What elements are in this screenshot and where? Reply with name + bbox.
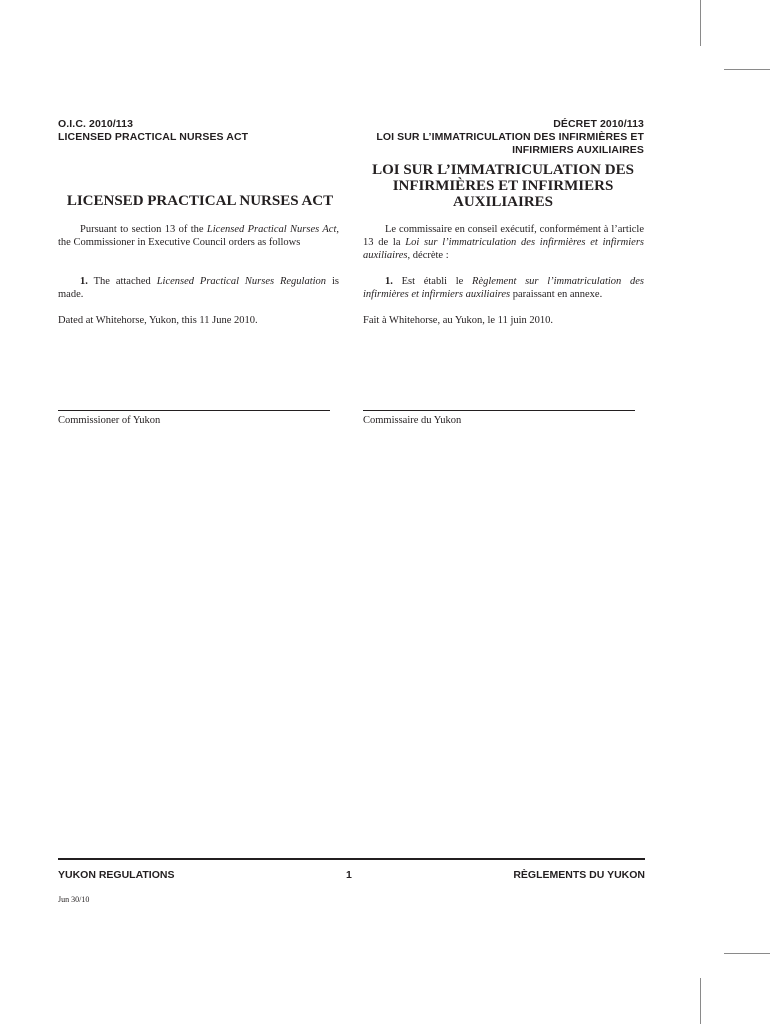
header-loi-name-line1: LOI SUR L’IMMATRICULATION DES INFIRMIÈRES ET <box>376 131 644 143</box>
title-french-line1: LOI SUR L’IMMATRICULATION DES <box>372 162 634 178</box>
english-dated-line: Dated at Whitehorse, Yukon, this 11 June 2010. <box>58 315 258 326</box>
header-left <box>58 118 348 144</box>
french-section-1-text: 1. Est établi le Règlement sur l’immatriculation des infirmières et infirmiers auxiliaires paraissant en annexe. <box>363 276 644 300</box>
english-preamble-text: Pursuant to section 13 of the Licensed Practical Nurses Act, the Commissioner in Executive Council orders as follows <box>58 224 340 248</box>
french-section-number: 1. <box>385 276 393 287</box>
english-signature-block <box>58 410 339 427</box>
french-regulation-citation: Règlement sur l’immatriculation des infirmières et infirmiers auxiliaires <box>363 276 644 300</box>
french-preamble <box>363 223 644 262</box>
header-oic-number: O.I.C. 2010/113 <box>58 118 134 130</box>
title-french-line3: AUXILIAIRES <box>452 194 554 210</box>
footer-date-stamp: Jun 30/10 <box>58 895 90 904</box>
english-section-1 <box>58 275 339 301</box>
french-preamble-text: Le commissaire en conseil exécutif, conformément à l’article 13 de la Loi sur l’immatriculation des infirmières et infirmiers auxiliaires, décrète : <box>363 224 644 261</box>
english-signature-line <box>58 410 330 411</box>
crop-mark-top-horizontal <box>724 69 770 70</box>
header-loi-name-line2: INFIRMIERS AUXILIAIRES <box>512 144 644 156</box>
footer-yukon-regulations: YUKON REGULATIONS <box>58 869 175 881</box>
french-act-citation: Loi sur l’immatriculation des infirmières et infirmiers auxiliaires <box>363 237 644 261</box>
header-act-name: LICENSED PRACTICAL NURSES ACT <box>58 131 249 143</box>
english-act-citation: Licensed Practical Nurses Act <box>206 224 337 235</box>
title-french-line2: INFIRMIÈRES ET INFIRMIERS <box>392 178 614 194</box>
crop-mark-top-vertical <box>700 0 701 46</box>
footer-rule <box>58 858 645 860</box>
footer-page-number: 1 <box>346 869 352 881</box>
english-section-number: 1. <box>80 276 88 287</box>
french-signature-block <box>363 410 644 427</box>
french-signature-label: Commissaire du Yukon <box>363 415 462 426</box>
title-english: LICENSED PRACTICAL NURSES ACT <box>66 193 334 209</box>
header-right <box>352 118 644 157</box>
header-decret-number: DÉCRET 2010/113 <box>553 118 644 130</box>
crop-mark-bottom-vertical <box>700 978 701 1024</box>
crop-mark-bottom-horizontal <box>724 953 770 954</box>
title-french <box>362 162 644 210</box>
footer-reglements-du-yukon: RÈGLEMENTS DU YUKON <box>513 869 645 881</box>
english-section-1-text: 1. The attached Licensed Practical Nurses Regulation is made. <box>58 276 339 300</box>
english-regulation-citation: Licensed Practical Nurses Regulation <box>156 276 327 287</box>
french-dated-line: Fait à Whitehorse, au Yukon, le 11 juin 2010. <box>363 315 554 326</box>
english-signature-label: Commissioner of Yukon <box>58 415 161 426</box>
english-preamble <box>58 223 339 249</box>
french-section-1 <box>363 275 644 301</box>
french-signature-line <box>363 410 635 411</box>
